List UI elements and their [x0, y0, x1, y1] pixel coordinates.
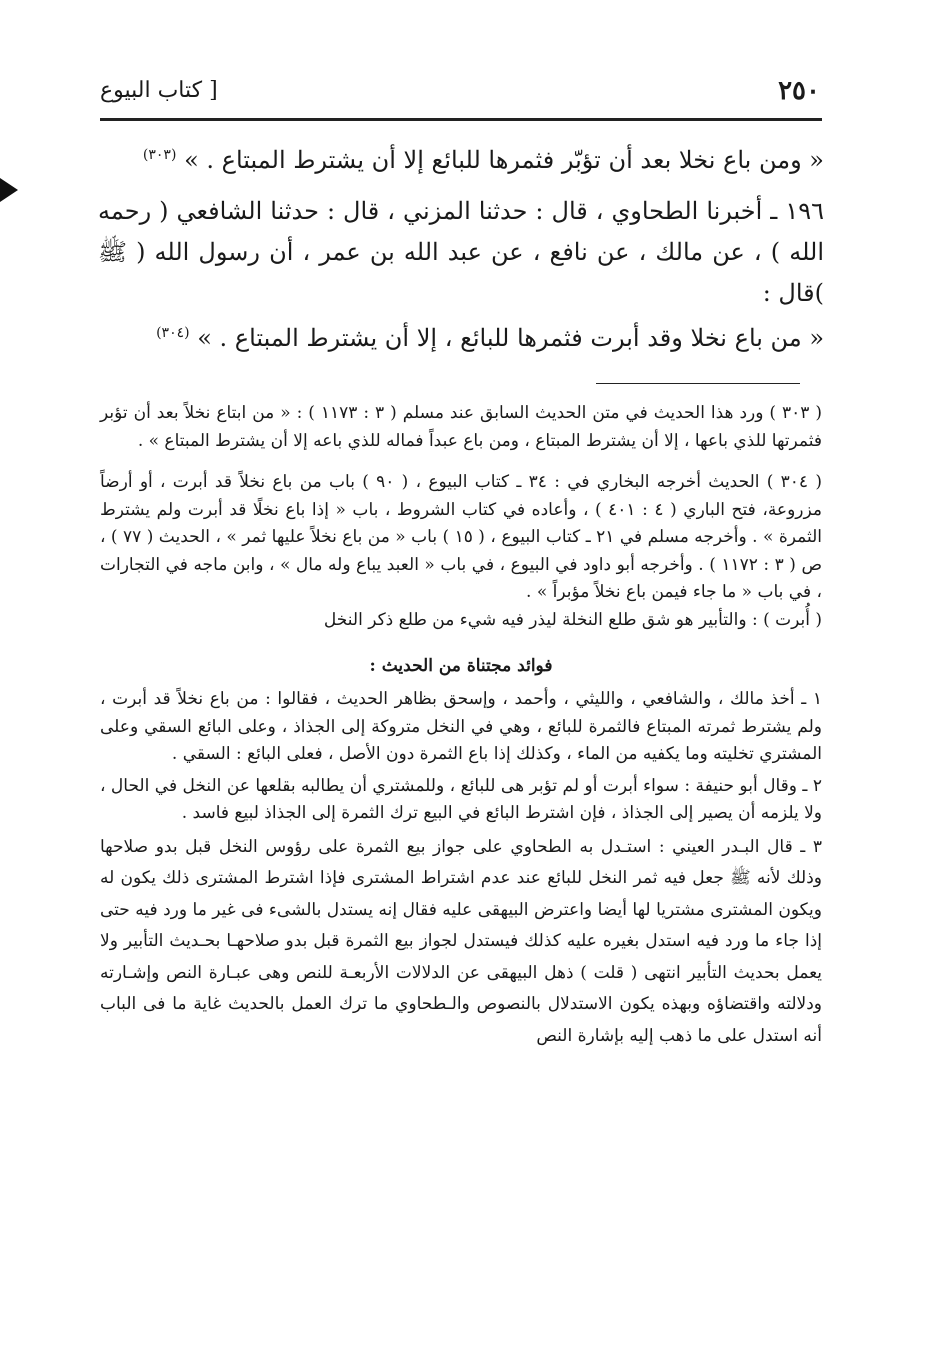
header-rule [100, 118, 822, 121]
hadith-303 [98, 140, 824, 181]
main-text [98, 140, 824, 359]
footnote-304: ( ٣٠٤ ) الحديث أخرجه البخاري في : ٣٤ ـ كتاب البيوع ، ( ٩٠ ) باب من باع نخلاً قد أبرت ، أو أرضاً مزروعة، فتح الباري ( ٤ : ٤٠١ ) ، وأعاده في كتاب الشروط ، باب « إذا باع نخلًا قد أبرت ولم يشترط الثمرة » . وأخرجه مسلم في ٢١ ـ كتاب البيوع ، ( ١٥ ) باب « من باع نخلاً عليها ثمر » ، الحديث ( ٧٧ ) ، ص ( ٣ : ١١٧٢ ) . وأخرجه أبو داود في البيوع ، في باب « العبد يباع وله مال » ، وابن ماجه في التجارات ، في باب « ما جاء فيمن باع نخلاً مؤبراً » . [100, 472, 822, 602]
page-number: ٢٥٠ [778, 76, 820, 106]
page-header [100, 72, 820, 112]
footnote-ref-304: (٣٠٤) [156, 325, 190, 341]
margin-arrow-icon [0, 178, 18, 202]
hadith-304-text: « من باع نخلا وقد أبرت فثمرها للبائع ، إلا أن يشترط المبتاع . » [197, 324, 824, 352]
narration-196: ١٩٦ ـ أخبرنا الطحاوي ، قال : حدثنا المزني ، قال : حدثنا الشافعي ( رحمه الله ) ، عن مالك ، عن نافع ، عن عبد الله بن عمر ، أن رسول الله ( ﷺ )قال : [98, 197, 824, 307]
footnote-rule [596, 383, 800, 384]
footnote-304-gloss: ( أُبرت ) : والتأبير هو شق طلع النخلة ليذر فيه شيء من طلع ذكر النخل [323, 609, 822, 630]
benefit-item-1: ١ ـ أخذ مالك ، والشافعي ، والليثي ، وأحمد ، وإسحق بظاهر الحديث ، فقالوا : من باع نخلاً قد أبرت ، ولم يشترط ثمرته المبتاع فالثمرة للبائع ، وهي في النخل متروكة إلى الجذاذ ، وعلى البائع السقي وعلى المشتري تخليته وما يكفيه من الماء ، وكذلك إذا باع الثمرة دون الأصل ، فعلى البائع : السقي . [100, 689, 822, 764]
benefit-item-3: ٣ ـ قال البـدر العيني : استـدل به الطحاوي على جواز بيع الثمرة على رؤوس النخل قبل بدو صلاحها وذلك لأنه ﷺ جعل فيه ثمر النخل للبائع عند عدم اشتراط المشترى فإذا اشترط المشترى ذلك يكون له ويكون المشترى مشتريا لها أيضا واعترض البيهقى عليه فقال إنه يستدل بالشىء فى غير ما ورد فيه حتى إذا جاء ما ورد فيه استدل بغيره عليه كذلك فيستدل لجواز بيع الثمرة قبل بدو صلاحهـا بحـديث التأبير ولا يعمل بحديث التأبير انتهى ( قلت ) ذهل البيهقى عن الدلالات الأربعـة للنص وهى عبـارة النص وإشـارته ودلالته واقتضاؤه وبهذه يكون الاستدلال بالنصوص والـطحاوي ما ترك العمل بالحديث غاية ما فى الباب أنه استدل على ما ذهب إليه بإشارة النص [100, 836, 822, 1046]
footnote-303: ( ٣٠٣ ) ورد هذا الحديث في متن الحديث السابق عند مسلم ( ٣ : ١١٧٣ ) : « من ابتاع نخلاً بعد أن تؤبر فثمرتها للذي باعها ، إلا أن يشترط المبتاع ، ومن باع عبداً فماله للذي باعه إلا أن يشترط المبتاع » . [100, 403, 822, 451]
hadith-303-text: « ومن باع نخلا بعد أن تؤبّر فثمرها للبائع إلا أن يشترط المبتاع . » [184, 146, 824, 174]
running-title: [ كتاب البيوع [100, 78, 218, 103]
footnote-ref-303: (٣٠٣) [142, 147, 177, 163]
hadith-304 [98, 318, 824, 359]
benefits-heading: فوائد مجتناة من الحديث : [369, 656, 553, 676]
footnotes-section [100, 400, 822, 1056]
benefit-item-2: ٢ ـ وقال أبو حنيفة : سواء أبرت أو لم تؤبر هى للبائع ، وللمشتري أن يطالبه بقلعها عن النخل في الحال ، ولا يلزمه أن يصير إلى الجذاذ ، فإن اشترط البائع في البيع ترك الثمرة إلى الجذاذ لبيع فاسد . [100, 775, 822, 823]
